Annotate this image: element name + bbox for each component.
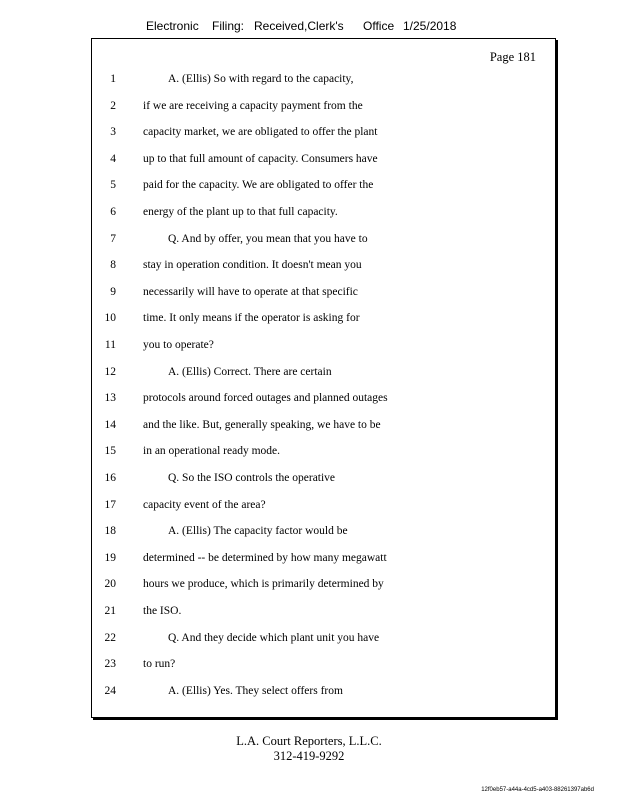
line-number: 8 xyxy=(110,259,116,271)
line-text: in an operational ready mode. xyxy=(143,445,280,457)
line-text: stay in operation condition. It doesn't mean you xyxy=(143,259,362,271)
line-number: 13 xyxy=(104,392,116,404)
filing-header-word-filing: Filing: xyxy=(212,19,245,33)
line-text: energy of the plant up to that full capacity. xyxy=(143,206,338,218)
line-number: 24 xyxy=(104,685,116,697)
line-text: capacity market, we are obligated to offer the plant xyxy=(143,126,378,138)
line-number: 7 xyxy=(110,233,116,245)
line-text: you to operate? xyxy=(143,339,214,351)
line-text: up to that full amount of capacity. Consumers have xyxy=(143,153,378,165)
line-number: 20 xyxy=(104,578,116,590)
line-text: the ISO. xyxy=(143,605,182,617)
line-text: A. (Ellis) Correct. There are certain xyxy=(168,366,332,378)
filing-header-word-electronic: Electronic xyxy=(146,19,199,33)
filing-header xyxy=(0,19,618,39)
footer-company: L.A. Court Reporters, L.L.C. xyxy=(236,734,382,748)
line-number: 4 xyxy=(110,153,116,165)
line-number: 11 xyxy=(104,339,116,351)
line-text: hours we produce, which is primarily determined by xyxy=(143,578,384,590)
filing-header-word-office: Office xyxy=(363,19,395,33)
footer-phone: 312-419-9292 xyxy=(273,749,345,763)
line-number: 16 xyxy=(104,472,116,484)
line-text: if we are receiving a capacity payment from the xyxy=(143,100,363,112)
line-text: A. (Ellis) So with regard to the capacity, xyxy=(168,73,354,85)
line-number: 6 xyxy=(110,206,116,218)
line-number: 5 xyxy=(110,179,116,191)
line-number: 9 xyxy=(110,286,116,298)
line-text: Q. And they decide which plant unit you have xyxy=(168,632,380,644)
line-number: 19 xyxy=(104,552,116,564)
page-number: Page 181 xyxy=(489,50,536,64)
line-text: Q. And by offer, you mean that you have to xyxy=(168,233,368,245)
line-number: 2 xyxy=(110,100,116,112)
line-number: 23 xyxy=(104,658,116,670)
line-number: 10 xyxy=(104,312,116,324)
line-number: 17 xyxy=(104,499,116,511)
line-number: 12 xyxy=(104,366,116,378)
line-text: necessarily will have to operate at that specific xyxy=(143,286,358,298)
filing-header-word-received: Received,Clerk's xyxy=(254,19,344,33)
document-hash: 12f0eb57-a44a-4cd5-a403-88261397ab6d xyxy=(481,787,594,793)
line-text: determined -- be determined by how many megawatt xyxy=(143,552,387,564)
line-number: 18 xyxy=(104,525,116,537)
line-text: Q. So the ISO controls the operative xyxy=(168,472,336,484)
line-text: and the like. But, generally speaking, we have to be xyxy=(143,419,381,431)
line-number: 21 xyxy=(104,605,116,617)
line-number: 3 xyxy=(110,126,116,138)
line-number: 1 xyxy=(110,73,116,85)
line-text: capacity event of the area? xyxy=(143,499,266,511)
line-number: 14 xyxy=(104,419,116,431)
line-text: paid for the capacity. We are obligated to offer the xyxy=(143,179,374,191)
line-number: 22 xyxy=(104,632,116,644)
line-text: A. (Ellis) Yes. They select offers from xyxy=(168,685,343,697)
line-text: time. It only means if the operator is asking for xyxy=(143,312,360,324)
line-text: protocols around forced outages and planned outages xyxy=(143,392,388,404)
filing-header-date: 1/25/2018 xyxy=(403,19,457,33)
line-text: A. (Ellis) The capacity factor would be xyxy=(168,525,348,537)
line-text: to run? xyxy=(143,658,176,670)
line-number: 15 xyxy=(104,445,116,457)
